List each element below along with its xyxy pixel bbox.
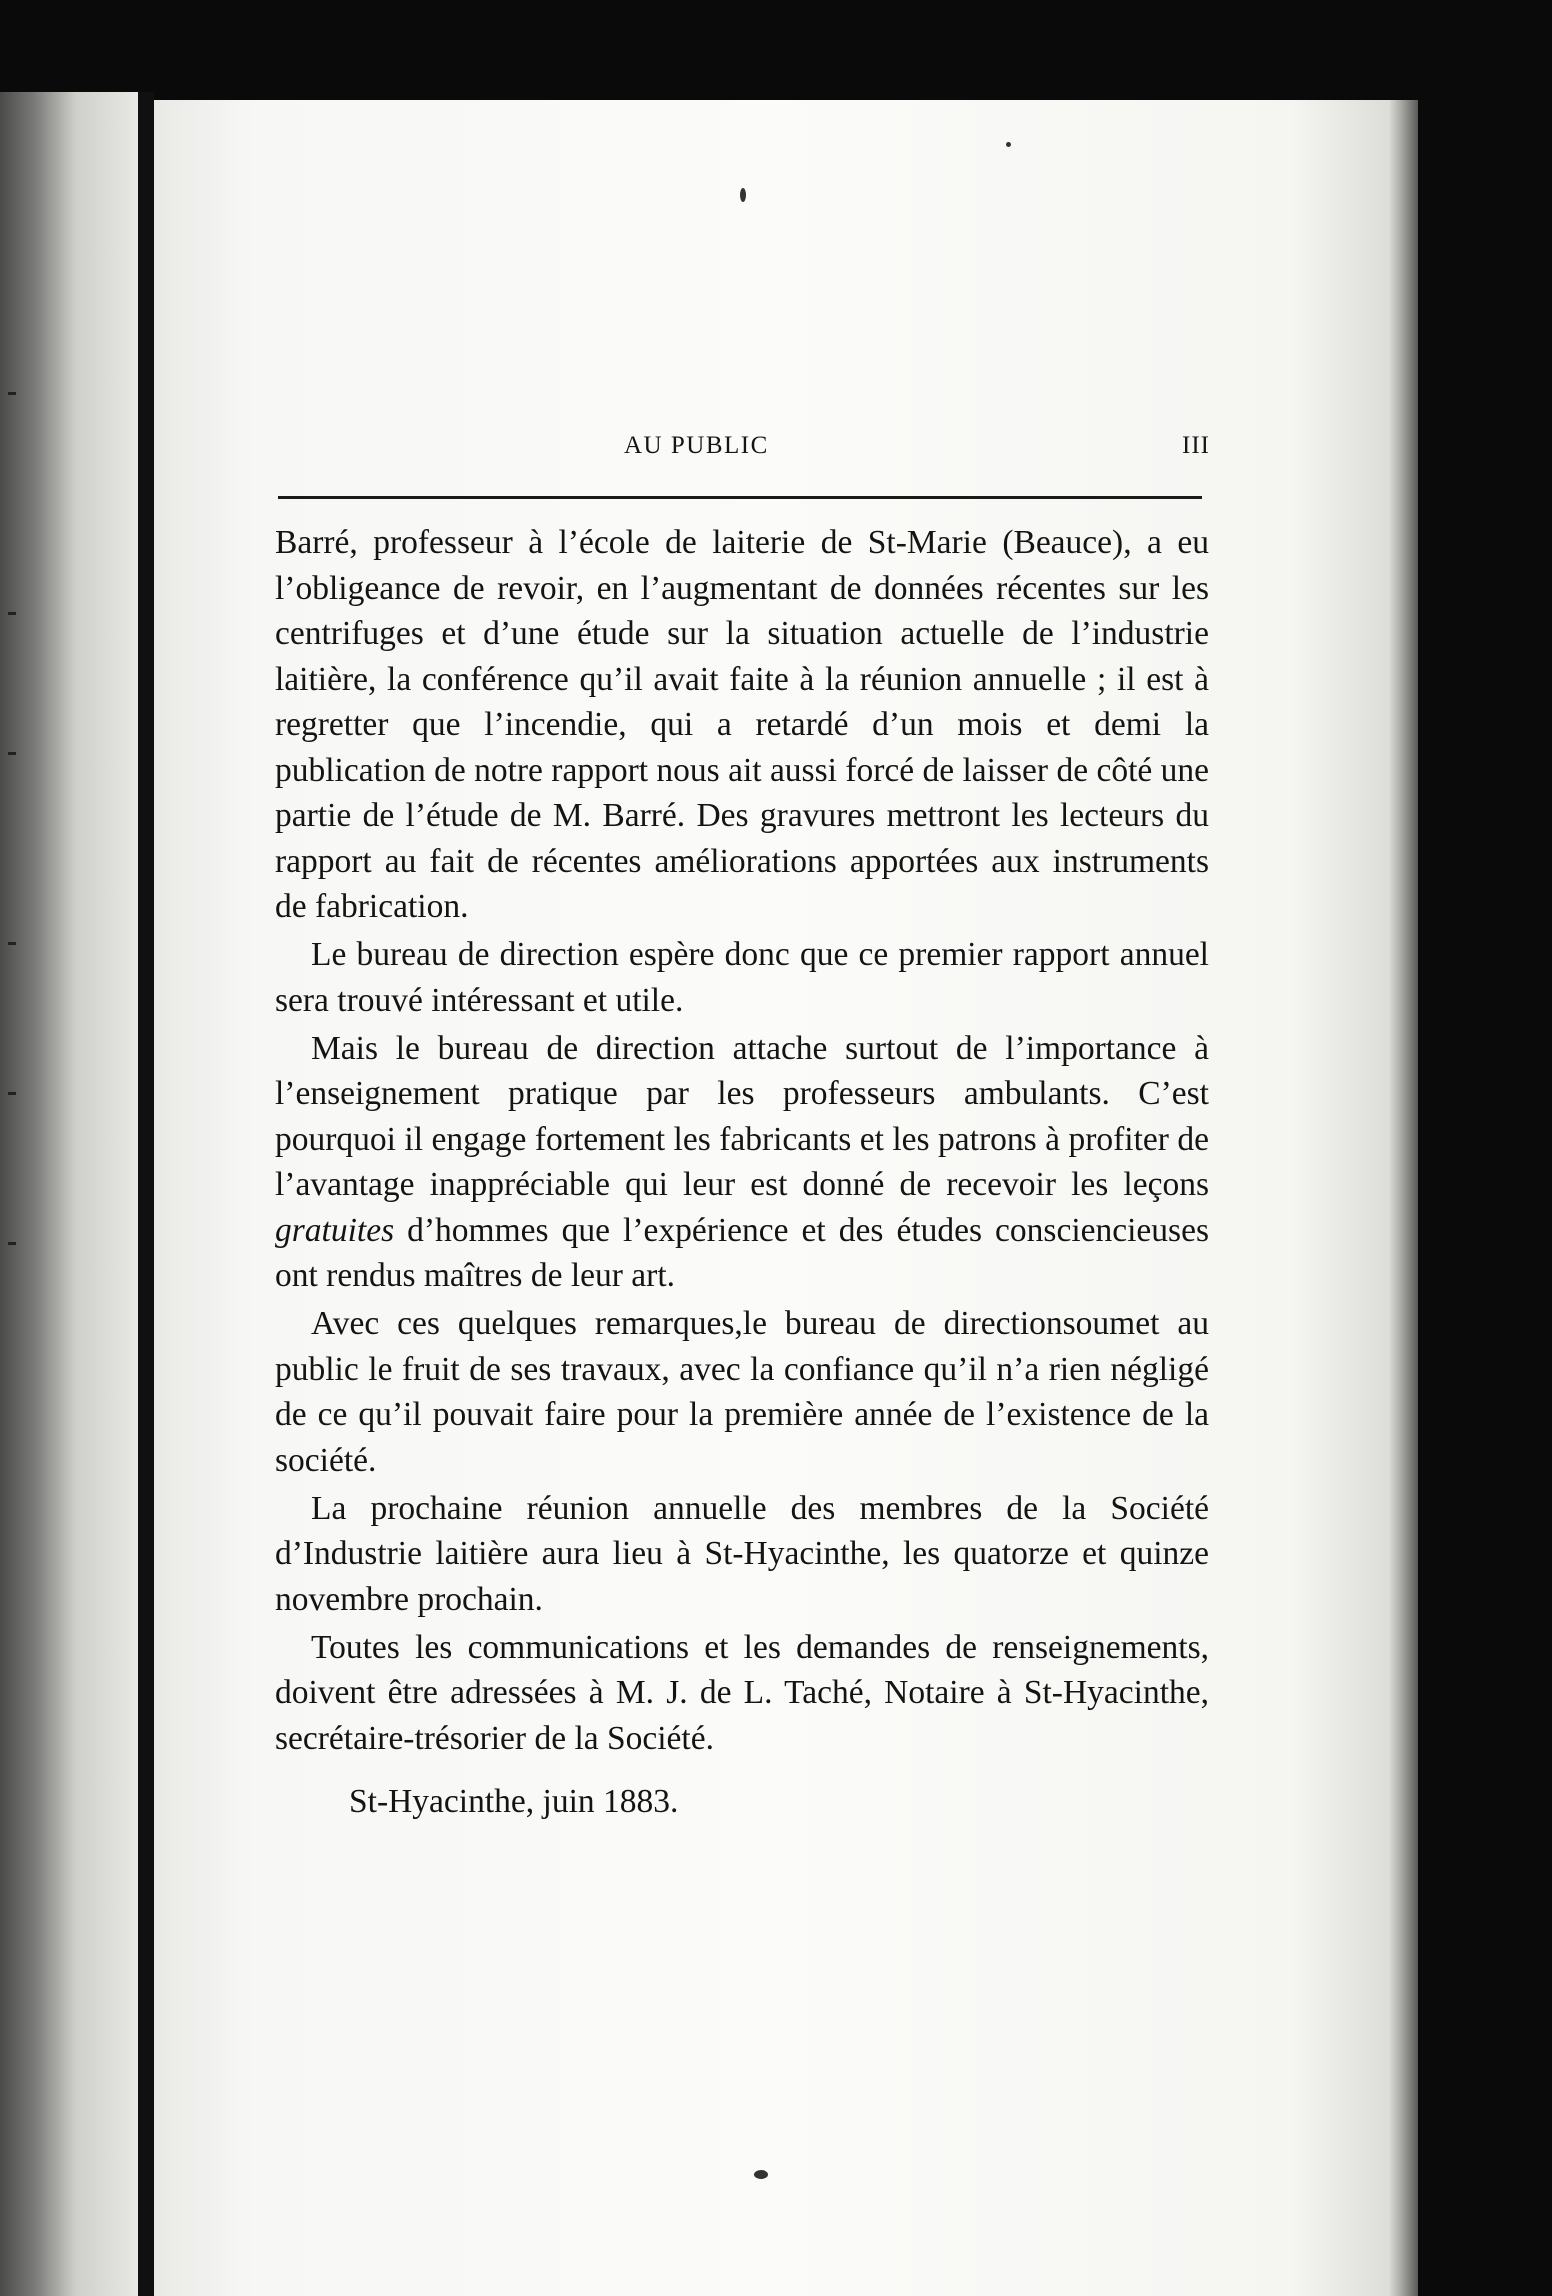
page-edge-shadow bbox=[1390, 100, 1418, 2296]
running-head bbox=[154, 432, 1390, 472]
facing-page-mark bbox=[8, 942, 16, 945]
facing-page-mark bbox=[8, 1092, 16, 1095]
facing-page-mark bbox=[8, 752, 16, 755]
paragraph: Avec ces quelques remarques,le bureau de directionsoumet au public le fruit de ses travaux, avec la confiance qu’il n’a rien négligé de ce qu’il pouvait faire pour la première année de l’existence de la société. bbox=[275, 1305, 1209, 1479]
signoff-line: St-Hyacinthe, juin 1883. bbox=[349, 1783, 679, 1820]
book-gutter bbox=[138, 92, 154, 2296]
paragraph: Mais le bureau de direction attache surtout de l’importance à l’enseignement pratique par les professeurs ambulants. C’est pourquoi il engage fortement les fabricants et les patrons à profiter de l’avantage inappréciable qui leur est donné de recevoir les leçons gratuites d’hommes que l’expérience et des études consciencieuses ont rendus maîtres de leur art. bbox=[275, 1029, 1209, 1294]
ink-speck bbox=[1006, 142, 1011, 147]
facing-page-mark bbox=[8, 1242, 16, 1245]
facing-page-mark bbox=[8, 392, 16, 395]
facing-page-mark bbox=[8, 612, 16, 615]
facing-page-strip bbox=[0, 92, 138, 2296]
paragraph: Toutes les communications et les demandes de renseignements, doivent être adressées à M. J. de L. Taché, Notaire à St-Hyacinthe, secrétaire-trésorier de la Société. bbox=[275, 1628, 1209, 1757]
book-page bbox=[154, 100, 1390, 2296]
paragraph: Le bureau de direction espère donc que ce premier rapport annuel sera trouvé intéressant et utile. bbox=[275, 936, 1209, 1019]
emphasis-text: gratuites bbox=[275, 1211, 395, 1249]
paragraph: Barré, professeur à l’école de laiterie de St-Marie (Beauce), a eu l’obligeance de revoir, en l’augmentant de données récentes sur les centrifuges et d’une étude sur la situation actuelle de l’industrie laitière, la conférence qu’il avait faite à la réunion annuelle ; il est à regretter que l’incendie, qui a retardé d’un mois et demi la publication de notre rapport nous ait aussi forcé de laisser de côté une partie de l’étude de M. Barré. Des gravures mettront les lecteurs du rapport au fait de récentes améliorations apportées aux instruments de fabrication. bbox=[275, 524, 1209, 925]
body-text bbox=[275, 520, 1209, 1827]
header-rule bbox=[278, 496, 1202, 499]
running-title: AU PUBLIC bbox=[624, 432, 769, 459]
page-number: III bbox=[1182, 432, 1210, 459]
ink-speck bbox=[754, 2170, 768, 2179]
paragraph: La prochaine réunion annuelle des membres de la Société d’Industrie laitière aura lieu à St-Hyacinthe, les quatorze et quinze novembre prochain. bbox=[275, 1489, 1209, 1618]
ink-speck bbox=[740, 188, 746, 202]
